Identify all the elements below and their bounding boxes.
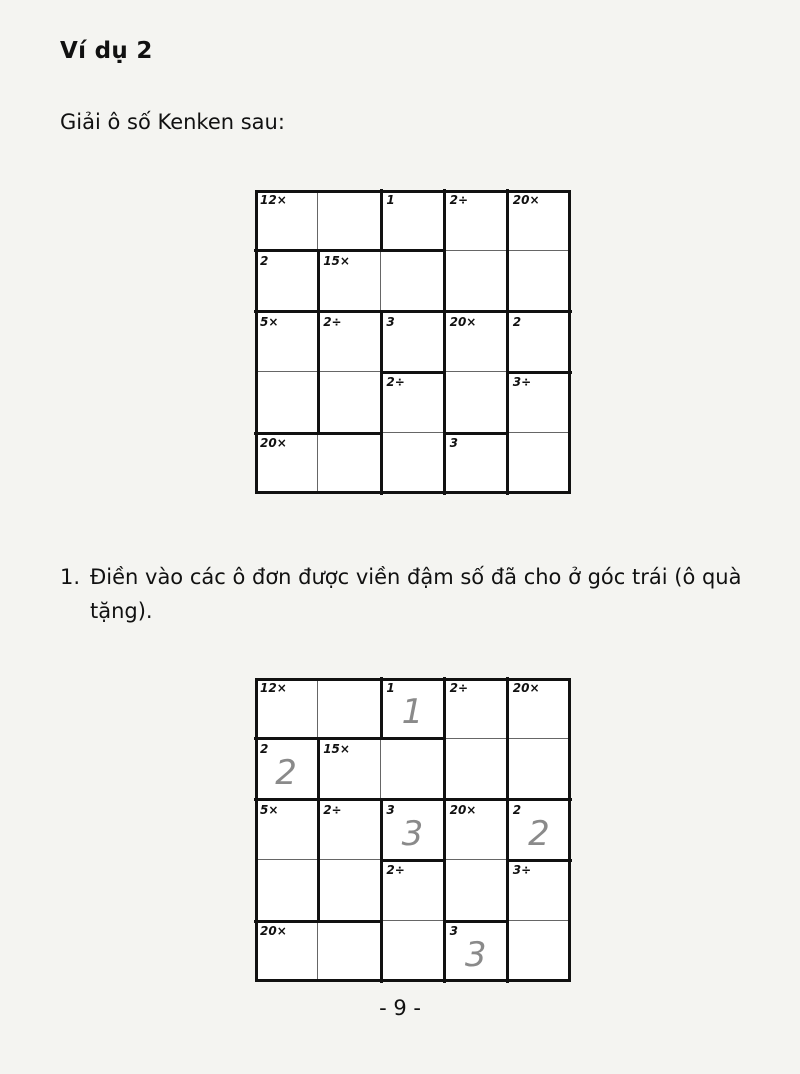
grid-cell xyxy=(445,739,508,800)
kenken-puzzle-grid xyxy=(255,190,571,494)
grid-cell xyxy=(508,678,571,739)
grid-cell xyxy=(445,800,508,861)
cage-wall xyxy=(507,798,572,801)
cage-wall xyxy=(506,311,509,374)
cage-clue: 2÷ xyxy=(449,681,468,695)
grid-cell xyxy=(381,678,444,739)
filled-number: 1 xyxy=(401,692,424,732)
page-number: - 9 - xyxy=(379,996,421,1020)
cage-wall xyxy=(380,859,445,862)
cage-clue: 3 xyxy=(386,802,395,817)
cage-wall xyxy=(317,798,382,801)
cage-wall xyxy=(317,249,382,252)
filled-number: 2 xyxy=(275,752,297,793)
cage-wall xyxy=(506,432,509,495)
cage-wall xyxy=(380,799,383,862)
cage-wall xyxy=(506,189,509,252)
grid-cell xyxy=(508,433,571,494)
cage-clue: 1 xyxy=(386,681,395,695)
cage-wall xyxy=(506,677,509,740)
cage-wall xyxy=(317,859,320,922)
cage-wall xyxy=(443,859,446,922)
cage-wall xyxy=(443,432,446,495)
grid-cell xyxy=(445,190,508,251)
grid-cell xyxy=(318,433,381,494)
cage-wall xyxy=(317,250,320,313)
cage-wall xyxy=(443,677,446,740)
grid-cell xyxy=(445,860,508,921)
cage-clue: 2÷ xyxy=(323,314,342,329)
cage-clue: 2 xyxy=(512,802,522,817)
grid-cell xyxy=(318,312,381,373)
cage-wall xyxy=(506,738,509,801)
grid-cell xyxy=(445,372,508,433)
cage-wall xyxy=(317,371,320,434)
cage-wall xyxy=(506,859,509,922)
filled-number: 2 xyxy=(528,813,550,854)
kenken-solution-grid xyxy=(255,678,571,982)
cage-wall xyxy=(443,250,446,313)
step-instruction xyxy=(60,560,760,628)
cage-wall xyxy=(506,920,509,983)
step-text: Điền vào các ô đơn được viền đậm số đã cho ở góc trái (ô quà tặng). xyxy=(90,565,742,623)
cage-clue: 20× xyxy=(449,314,477,329)
step-number: 1. xyxy=(60,565,81,589)
grid-cell xyxy=(381,921,444,982)
cage-wall xyxy=(507,371,572,374)
cage-wall xyxy=(254,798,319,801)
grid-cell xyxy=(318,190,381,251)
grid-cell xyxy=(255,312,318,373)
cage-wall xyxy=(317,310,382,313)
intro-text: Giải ô số Kenken sau: xyxy=(60,110,285,134)
cage-wall xyxy=(444,310,509,313)
cage-wall xyxy=(380,677,383,740)
cage-clue: 20× xyxy=(512,681,540,695)
cage-clue: 12× xyxy=(260,681,287,695)
cage-clue: 1 xyxy=(386,193,395,207)
cage-clue: 5× xyxy=(260,802,279,817)
grid-cell xyxy=(508,860,571,921)
grid-cell xyxy=(255,739,318,800)
cage-clue: 2÷ xyxy=(386,863,405,878)
cage-wall xyxy=(380,249,445,252)
cage-clue: 2 xyxy=(260,253,269,268)
cage-wall xyxy=(444,920,509,923)
cage-wall xyxy=(254,920,319,923)
grid-cell xyxy=(255,190,318,251)
cage-clue: 2÷ xyxy=(323,802,342,817)
cage-wall xyxy=(380,798,445,801)
grid-cell xyxy=(381,372,444,433)
cage-wall xyxy=(443,371,446,434)
cage-wall xyxy=(380,432,383,495)
cage-wall xyxy=(317,432,382,435)
filled-number: 3 xyxy=(401,813,424,854)
cage-clue: 2 xyxy=(512,314,522,329)
cage-wall xyxy=(444,798,509,801)
grid-cell xyxy=(508,251,571,312)
cage-clue: 12× xyxy=(260,193,287,207)
grid-cell xyxy=(255,372,318,433)
grid-cell xyxy=(381,739,444,800)
grid-cell xyxy=(445,678,508,739)
grid-cell xyxy=(255,860,318,921)
grid-cell xyxy=(255,433,318,494)
grid-cell xyxy=(255,678,318,739)
cage-clue: 15× xyxy=(323,741,350,756)
grid-cell xyxy=(508,372,571,433)
cage-wall xyxy=(380,311,383,374)
grid-cell xyxy=(445,251,508,312)
grid-cell xyxy=(318,251,381,312)
grid-cell xyxy=(255,251,318,312)
cage-wall xyxy=(380,371,383,434)
cage-clue: 2÷ xyxy=(386,375,405,390)
cage-clue: 3 xyxy=(386,314,395,329)
cage-wall xyxy=(317,737,382,740)
grid-cell xyxy=(381,433,444,494)
cage-wall xyxy=(380,920,383,983)
grid-cell xyxy=(445,312,508,373)
cage-wall xyxy=(254,737,319,740)
cage-clue: 3 xyxy=(449,436,458,451)
cage-clue: 20× xyxy=(260,924,287,939)
cage-clue: 2 xyxy=(260,741,269,756)
cage-wall xyxy=(380,189,383,252)
cage-wall xyxy=(317,799,320,862)
grid-cell xyxy=(508,921,571,982)
grid-cell xyxy=(508,190,571,251)
cage-wall xyxy=(443,920,446,983)
cage-wall xyxy=(254,432,319,435)
grid-cell xyxy=(318,739,381,800)
grid-cell xyxy=(445,921,508,982)
cage-clue: 2÷ xyxy=(449,193,468,207)
grid-cell xyxy=(318,678,381,739)
cage-wall xyxy=(507,310,572,313)
cage-wall xyxy=(444,432,509,435)
grid-cell xyxy=(318,800,381,861)
cage-wall xyxy=(507,859,572,862)
grid-cell xyxy=(318,372,381,433)
cage-wall xyxy=(380,859,383,922)
cage-wall xyxy=(317,920,382,923)
grid-cell xyxy=(381,312,444,373)
grid-cell xyxy=(381,251,444,312)
grid-cell xyxy=(318,921,381,982)
grid-cell xyxy=(508,800,571,861)
cage-clue: 20× xyxy=(260,436,287,451)
grid-cell xyxy=(508,312,571,373)
cage-clue: 3÷ xyxy=(512,375,532,390)
cage-wall xyxy=(317,311,320,374)
cage-wall xyxy=(380,310,445,313)
filled-number: 3 xyxy=(464,935,487,976)
cage-clue: 3÷ xyxy=(512,863,532,878)
cage-wall xyxy=(254,249,319,252)
grid-cell xyxy=(381,800,444,861)
grid-cell xyxy=(445,433,508,494)
cage-clue: 15× xyxy=(323,253,350,268)
cage-wall xyxy=(443,799,446,862)
cage-wall xyxy=(380,737,445,740)
cage-clue: 20× xyxy=(449,802,477,817)
cage-wall xyxy=(317,738,320,801)
grid-cell xyxy=(381,190,444,251)
grid-cell xyxy=(381,860,444,921)
cage-wall xyxy=(443,189,446,252)
cage-wall xyxy=(380,371,445,374)
cage-wall xyxy=(506,799,509,862)
example-heading: Ví dụ 2 xyxy=(60,38,153,64)
cage-wall xyxy=(443,738,446,801)
grid-cell xyxy=(255,921,318,982)
cage-wall xyxy=(443,311,446,374)
cage-wall xyxy=(506,371,509,434)
cage-wall xyxy=(506,250,509,313)
cage-clue: 3 xyxy=(449,924,458,939)
grid-cell xyxy=(255,800,318,861)
cage-wall xyxy=(254,310,319,313)
cage-clue: 5× xyxy=(260,314,279,329)
cage-clue: 20× xyxy=(512,193,540,207)
grid-cell xyxy=(318,860,381,921)
grid-cell xyxy=(508,739,571,800)
